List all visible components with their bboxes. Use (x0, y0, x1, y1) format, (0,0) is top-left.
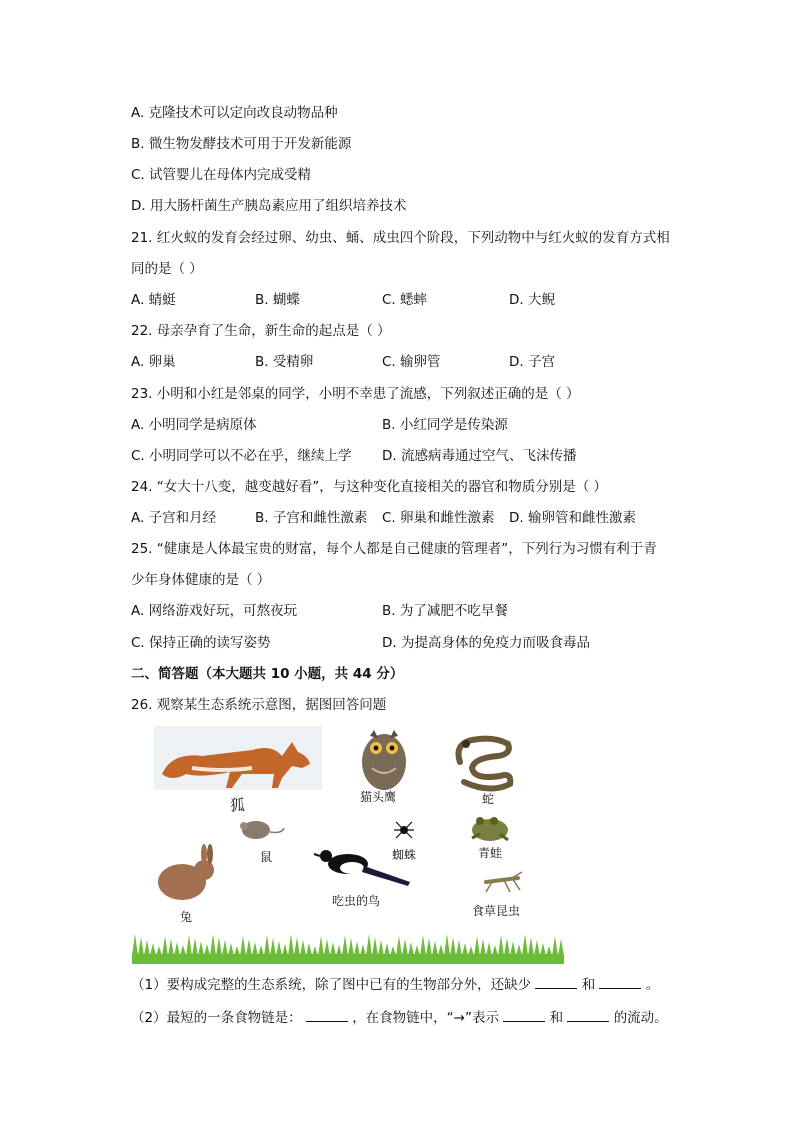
q22-option-b: B. 受精卵 (255, 354, 314, 370)
label-spider: 蜘蛛 (392, 848, 417, 862)
option-line: B. 微生物发酵技术可用于开发新能源 (131, 136, 352, 152)
question-22: 22. 母亲孕育了生命，新生命的起点是（ ） (131, 323, 391, 339)
label-mouse: 鼠 (260, 850, 273, 864)
q23-option-a: A. 小明同学是病原体 (131, 417, 257, 433)
answer-blank[interactable] (535, 976, 577, 989)
q25-option-b: B. 为了减肥不吃早餐 (382, 603, 508, 619)
q22-option-a: A. 卵巢 (131, 354, 176, 370)
q24-option-b: B. 子宫和雌性激素 (255, 510, 368, 526)
section-heading: 二、简答题（本大题共 10 小题，共 44 分） (131, 666, 404, 682)
answer-blank[interactable] (567, 1009, 609, 1022)
sub-question-1 (131, 976, 659, 994)
q21-option-a: A. 蜻蜓 (131, 292, 176, 308)
ecosystem-figure (132, 722, 564, 966)
mouse-icon (240, 821, 284, 839)
sub2-mid: ，在食物链中，“→”表示 (352, 1010, 499, 1026)
q21-option-d: D. 大鲵 (509, 292, 555, 308)
option-line: C. 试管婴儿在母体内完成受精 (131, 167, 312, 183)
sub2-and: 和 (549, 1010, 564, 1026)
grass-strip (132, 934, 564, 964)
q21-option-b: B. 蝴蝶 (255, 292, 300, 308)
sub2-text: （2）最短的一条食物链是： (131, 1010, 302, 1026)
label-fox: 狐 (230, 796, 246, 814)
option-line: A. 克隆技术可以定向改良动物品种 (131, 105, 338, 121)
label-owl: 猫头鹰 (360, 790, 397, 804)
label-bird: 吃虫的鸟 (332, 894, 381, 908)
q23-option-b: B. 小红同学是传染源 (382, 417, 508, 433)
option-line: D. 用大肠杆菌生产胰岛素应用了组织培养技术 (131, 198, 407, 214)
frog-icon (472, 817, 508, 841)
answer-blank[interactable] (306, 1009, 348, 1022)
insect-icon (486, 872, 522, 892)
rabbit-icon (158, 844, 214, 900)
sub1-end: 。 (645, 977, 660, 993)
q22-option-c: C. 输卵管 (382, 354, 441, 370)
q23-option-d: D. 流感病毒通过空气、飞沫传播 (382, 448, 577, 464)
question-26: 26. 观察某生态系统示意图，据图回答问题 (131, 697, 387, 713)
q23-option-c: C. 小明同学可以不必在乎，继续上学 (131, 448, 352, 464)
question-23: 23. 小明和小红是邻桌的同学，小明不幸患了流感，下列叙述正确的是（ ） (131, 386, 580, 402)
owl-icon (362, 730, 406, 790)
label-frog: 青蛙 (478, 846, 503, 860)
answer-blank[interactable] (599, 976, 641, 989)
q22-option-d: D. 子宫 (509, 354, 555, 370)
question-21-cont: 同的是（ ） (131, 261, 203, 277)
snake-icon (459, 739, 511, 789)
answer-blank[interactable] (503, 1009, 545, 1022)
question-25: 25. “健康是人体最宝贵的财富，每个人都是自己健康的管理者”，下列行为习惯有利于青 (131, 541, 657, 557)
q25-option-d: D. 为提高身体的免疫力而吸食毒品 (382, 635, 590, 651)
label-rabbit: 兔 (180, 910, 193, 924)
q25-option-a: A. 网络游戏好玩，可熬夜玩 (131, 603, 298, 619)
question-21: 21. 红火蚁的发育会经过卵、幼虫、蛹、成虫四个阶段，下列动物中与红火蚁的发育方式相 (131, 230, 670, 246)
sub2-end: 的流动。 (613, 1010, 668, 1026)
q21-option-c: C. 蟋蟀 (382, 292, 428, 308)
sub-question-2 (131, 1009, 668, 1027)
spider-icon (394, 822, 414, 838)
q25-option-c: C. 保持正确的读写姿势 (131, 635, 271, 651)
label-snake: 蛇 (482, 792, 495, 806)
q24-option-d: D. 输卵管和雌性激素 (509, 510, 636, 526)
label-insect: 食草昆虫 (472, 904, 521, 918)
q24-option-c: C. 卵巢和雌性激素 (382, 510, 495, 526)
sub1-and: 和 (581, 977, 596, 993)
q24-option-a: A. 子宫和月经 (131, 510, 217, 526)
question-25-cont: 少年身体健康的是（ ） (131, 572, 271, 588)
question-24: 24. “女大十八变，越变越好看”，与这种变化直接相关的器官和物质分别是（ ） (131, 479, 608, 495)
sub1-text: （1）要构成完整的生态系统，除了图中已有的生物部分外，还缺少 (131, 977, 532, 993)
